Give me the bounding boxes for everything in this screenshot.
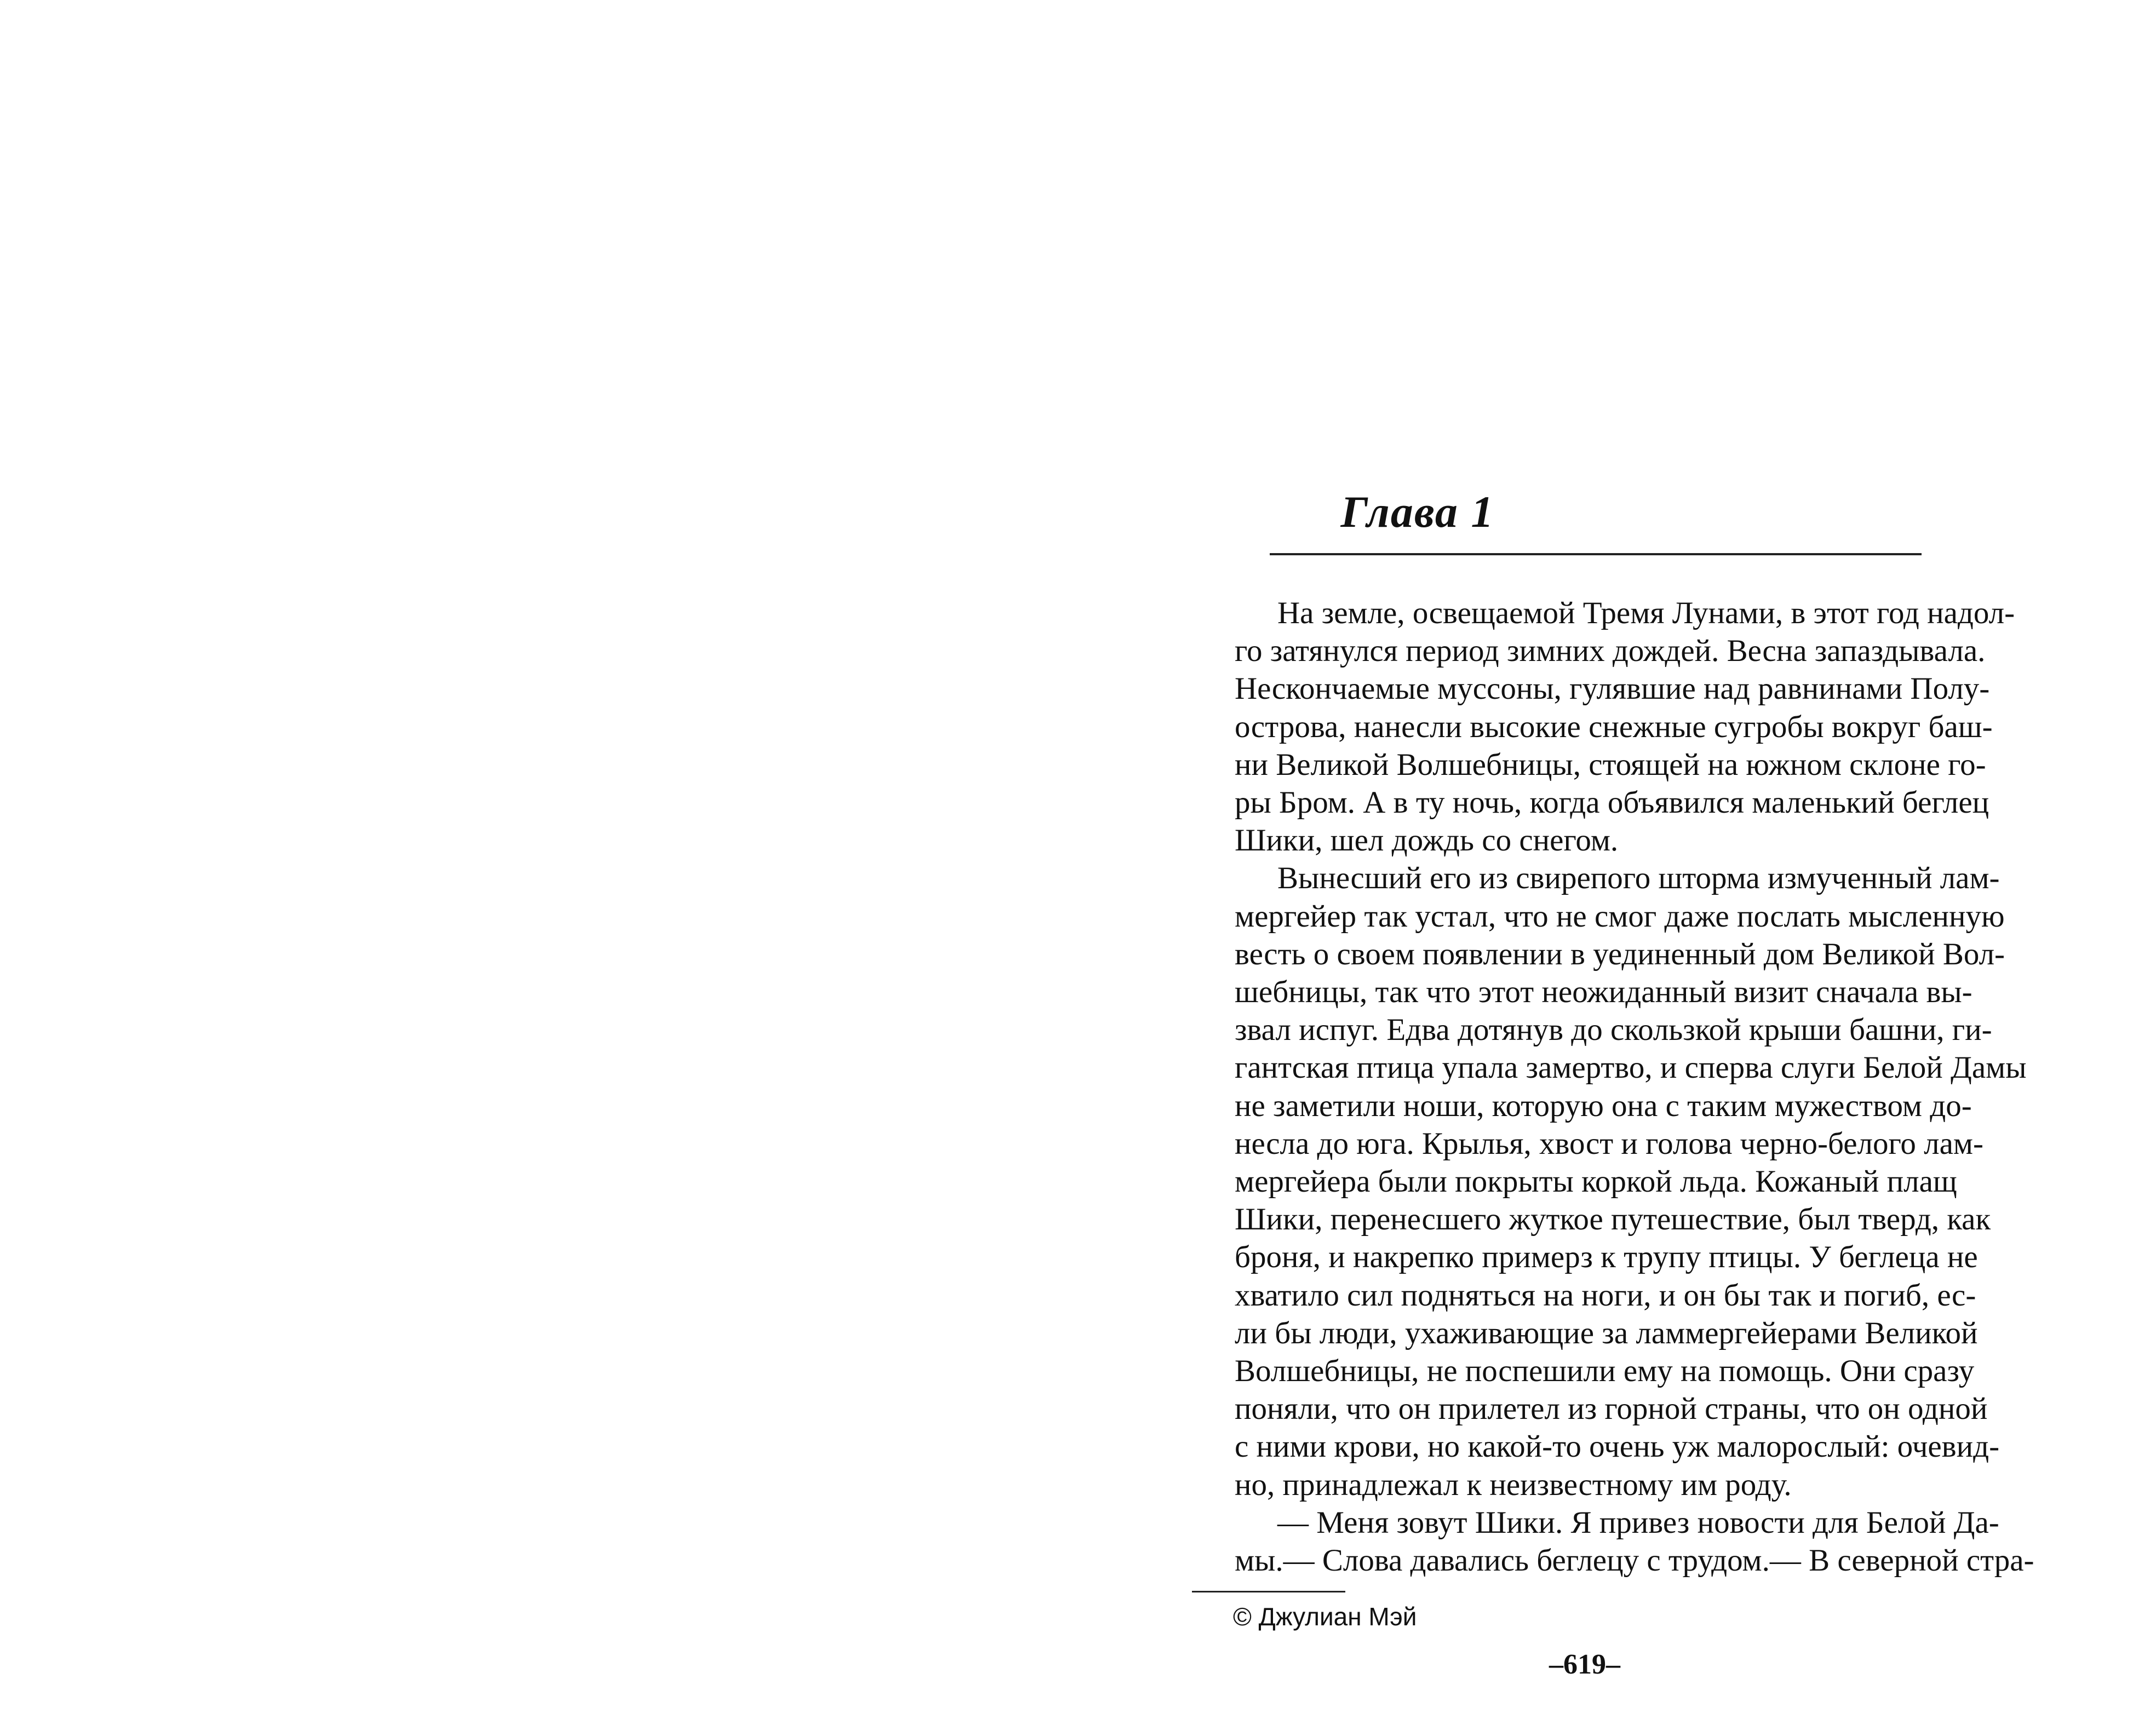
text-line: гантская птица упала замертво, и сперва слуги Белой Дамы [1235,1050,2027,1085]
text-line: Шики, перенесшего жуткое путешествие, был тверд, как [1235,1202,1991,1237]
text-line: мергейер так устал, что не смог даже послать мысленную [1235,899,2005,934]
text-line: Вынесший его из свирепого шторма измученный лам- [1277,861,2000,896]
text-line: го затянулся период зимних дождей. Весна запаздывала. [1235,634,1986,669]
text-line: звал испуг. Едва дотянув до скользкой крыши башни, ги- [1235,1013,1992,1048]
text-line: не заметили ноши, которую она с таким мужеством до- [1235,1088,1972,1123]
text-line: Нескончаемые муссоны, гулявшие над равнинами Полу- [1235,671,1990,706]
paragraph [1192,859,2027,1503]
text-line: хватило сил подняться на ноги, и он бы так и погиб, ес- [1235,1278,1976,1313]
text-line: мы.— Слова давались беглецу с трудом.— В северной стра- [1235,1543,2034,1578]
text-line: поняли, что он прилетел из горной страны, что он одной [1235,1392,1988,1427]
text-line: весть о своем появлении в уединенный дом Великой Вол- [1235,936,2005,971]
text-line: несла до юга. Крылья, хвост и голова черно-белого лам- [1235,1126,1983,1161]
chapter-title: Глава 1 [1340,487,1495,537]
text-line: шебницы, так что этот неожиданный визит сначала вы- [1235,975,1972,1010]
paragraph [1192,1504,2034,1579]
text-line: но, принадлежал к неизвестному им роду. [1235,1467,1792,1502]
text-line: ры Бром. А в ту ночь, когда объявился маленький беглец [1235,785,1989,820]
text-line: Волшебницы, не поспешили ему на помощь. Они сразу [1235,1354,1975,1389]
text-line: острова, нанесли высокие снежные сугробы вокруг баш- [1235,709,1993,744]
copyright-footnote: © Джулиан Мэй [1233,1602,1417,1631]
text-line: с ними крови, но какой-то очень уж малорослый: очевид- [1235,1429,2000,1464]
page-number: –619– [1549,1649,1620,1680]
text-line: Шики, шел дождь со снегом. [1235,823,1619,858]
footnote-divider [1192,1591,1345,1592]
right-page [1078,0,2156,1725]
text-line: ли бы люди, ухаживающие за ламмергейерами Великой [1235,1315,1978,1350]
text-line: ни Великой Волшебницы, стоящей на южном склоне го- [1235,747,1986,782]
title-divider [1270,553,1922,555]
body-text [1192,594,2034,1579]
text-line: На земле, освещаемой Тремя Лунами, в этот год надол- [1277,596,2015,630]
paragraph [1192,594,2015,859]
text-line: — Меня зовут Шики. Я привез новости для Белой Да- [1277,1505,1999,1540]
text-line: мергейера были покрыты коркой льда. Кожаный плащ [1235,1164,1957,1199]
text-line: броня, и накрепко примерз к трупу птицы. У беглеца не [1235,1240,1978,1275]
